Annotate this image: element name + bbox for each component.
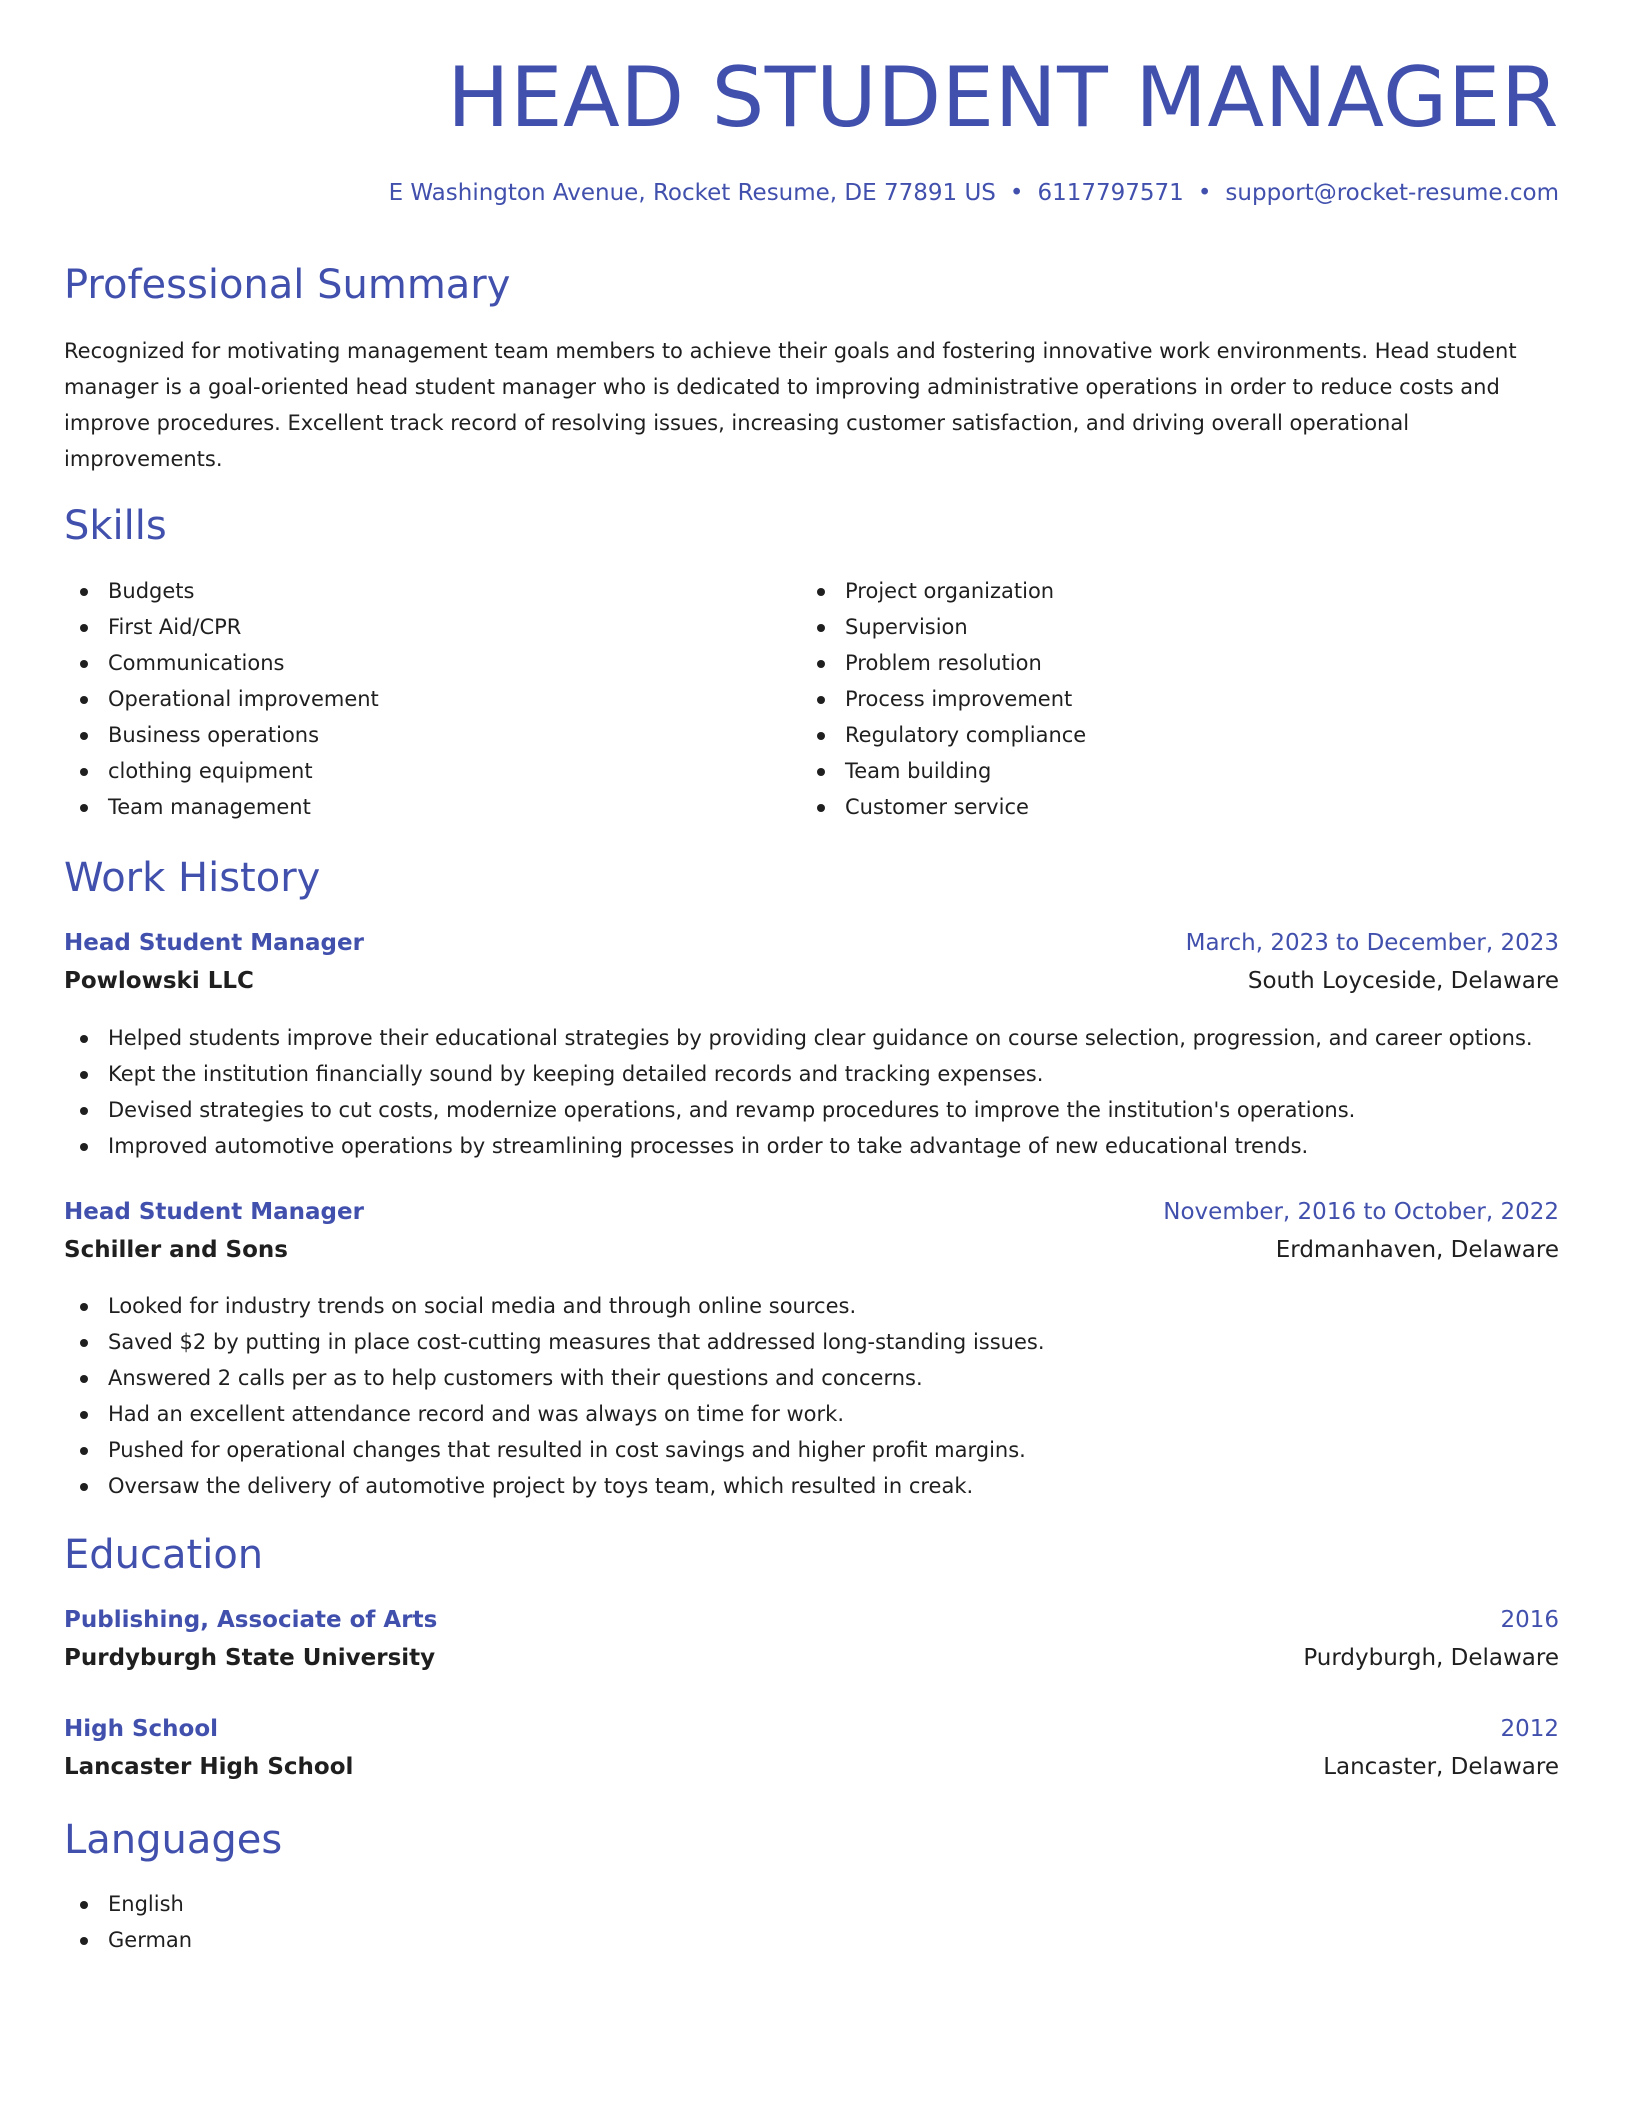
education-year: 2012 bbox=[1500, 1716, 1559, 1742]
job-company: Schiller and Sons bbox=[64, 1237, 288, 1263]
skill-item: Operational improvement bbox=[64, 681, 379, 717]
job-subheader bbox=[64, 968, 1559, 1000]
job-location: South Loyceside, Delaware bbox=[1247, 968, 1559, 994]
skill-item: Business operations bbox=[64, 717, 379, 753]
skill-item: Supervision bbox=[801, 609, 1086, 645]
education-school: Lancaster High School bbox=[64, 1754, 354, 1780]
contact-line bbox=[389, 180, 1559, 206]
separator-dot: • bbox=[1197, 180, 1212, 206]
contact-email: support@rocket-resume.com bbox=[1225, 180, 1559, 206]
job-dates: March, 2023 to December, 2023 bbox=[1185, 930, 1559, 956]
section-title-languages: Languages bbox=[64, 1817, 283, 1863]
job-bullet: Looked for industry trends on social media and through online sources. bbox=[64, 1288, 1045, 1324]
skill-item: clothing equipment bbox=[64, 753, 379, 789]
education-subheader bbox=[64, 1645, 1559, 1677]
job-location: Erdmanhaven, Delaware bbox=[1275, 1237, 1559, 1263]
skills-list-right bbox=[801, 573, 1086, 825]
job-bullets bbox=[64, 1288, 1045, 1504]
job-bullet: Answered 2 calls per as to help customers with their questions and concerns. bbox=[64, 1360, 1045, 1396]
job-bullet: Oversaw the delivery of automotive project by toys team, which resulted in creak. bbox=[64, 1468, 1045, 1504]
job-title: Head Student Manager bbox=[64, 930, 364, 956]
language-item: English bbox=[64, 1886, 192, 1922]
job-title: Head Student Manager bbox=[64, 1199, 364, 1225]
skill-item: Team management bbox=[64, 789, 379, 825]
job-bullets bbox=[64, 1020, 1533, 1164]
skill-item: Project organization bbox=[801, 573, 1086, 609]
skill-item: Team building bbox=[801, 753, 1086, 789]
education-header bbox=[64, 1716, 1559, 1748]
job-bullet: Kept the institution financially sound by keeping detailed records and tracking expenses. bbox=[64, 1056, 1533, 1092]
job-bullet: Had an excellent attendance record and was always on time for work. bbox=[64, 1396, 1045, 1432]
summary-text: Recognized for motivating management team members to achieve their goals and fostering innovative work environments. Head student manager is a goal-oriented head student manager who is dedicated to improving administrative operations in order to reduce costs and improve procedures. Excellent track record of resolving issues, increasing customer satisfaction, and driving overall operational improvements. bbox=[64, 339, 1517, 471]
job-bullet: Devised strategies to cut costs, modernize operations, and revamp procedures to improve the institution's operations. bbox=[64, 1092, 1533, 1128]
skill-item: First Aid/CPR bbox=[64, 609, 379, 645]
education-location: Lancaster, Delaware bbox=[1323, 1754, 1559, 1780]
separator-dot: • bbox=[1009, 180, 1024, 206]
job-subheader bbox=[64, 1237, 1559, 1269]
skill-item: Regulatory compliance bbox=[801, 717, 1086, 753]
job-header bbox=[64, 1199, 1559, 1231]
section-title-work: Work History bbox=[64, 855, 321, 901]
section-title-summary: Professional Summary bbox=[64, 262, 511, 308]
education-degree: Publishing, Associate of Arts bbox=[64, 1607, 438, 1633]
contact-phone: 6117797571 bbox=[1037, 180, 1184, 206]
job-bullet: Saved $2 by putting in place cost-cutting measures that addressed long-standing issues. bbox=[64, 1324, 1045, 1360]
education-degree: High School bbox=[64, 1716, 219, 1742]
languages-list bbox=[64, 1886, 192, 1958]
job-bullet: Helped students improve their educational strategies by providing clear guidance on course selection, progression, and career options. bbox=[64, 1020, 1533, 1056]
section-title-skills: Skills bbox=[64, 503, 167, 549]
education-school: Purdyburgh State University bbox=[64, 1645, 436, 1671]
job-bullet: Improved automotive operations by streamlining processes in order to take advantage of new educational trends. bbox=[64, 1128, 1533, 1164]
skill-item: Customer service bbox=[801, 789, 1086, 825]
skill-item: Communications bbox=[64, 645, 379, 681]
job-dates: November, 2016 to October, 2022 bbox=[1163, 1199, 1559, 1225]
job-header bbox=[64, 930, 1559, 962]
education-header bbox=[64, 1607, 1559, 1639]
education-subheader bbox=[64, 1754, 1559, 1786]
education-year: 2016 bbox=[1500, 1607, 1559, 1633]
job-company: Powlowski LLC bbox=[64, 968, 254, 994]
skill-item: Problem resolution bbox=[801, 645, 1086, 681]
job-bullet: Pushed for operational changes that resulted in cost savings and higher profit margins. bbox=[64, 1432, 1045, 1468]
skill-item: Process improvement bbox=[801, 681, 1086, 717]
resume-name: HEAD STUDENT MANAGER bbox=[447, 49, 1559, 146]
education-location: Purdyburgh, Delaware bbox=[1303, 1645, 1559, 1671]
skills-list-left bbox=[64, 573, 379, 825]
skill-item: Budgets bbox=[64, 573, 379, 609]
language-item: German bbox=[64, 1922, 192, 1958]
section-title-education: Education bbox=[64, 1532, 264, 1578]
contact-address: E Washington Avenue, Rocket Resume, DE 77891 US bbox=[388, 180, 996, 206]
